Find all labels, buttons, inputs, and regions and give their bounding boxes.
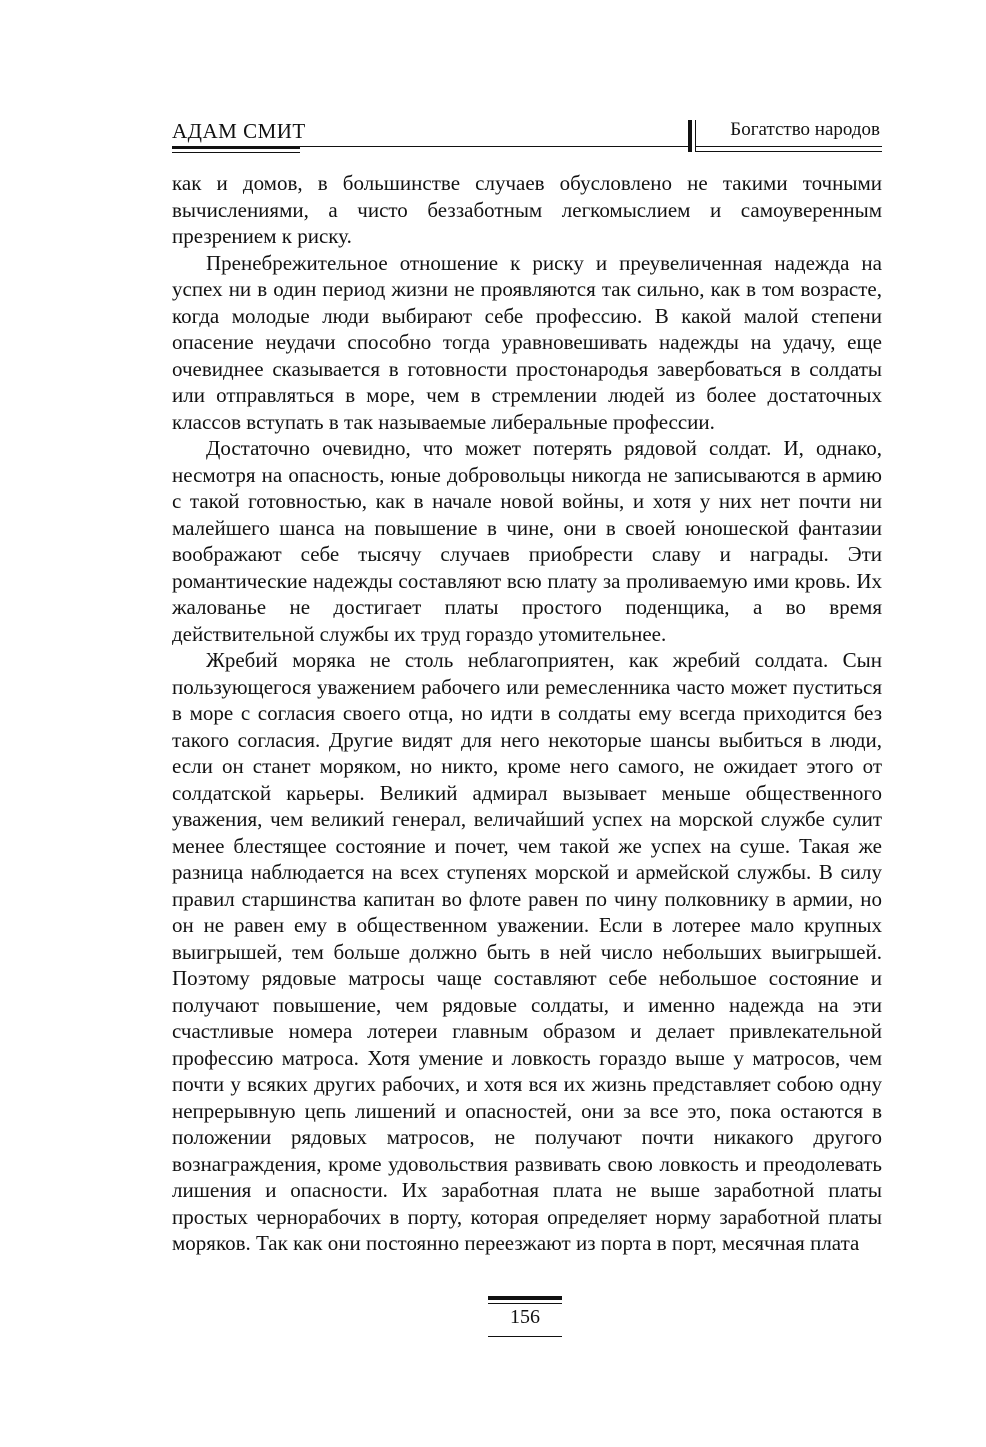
header-book-title: Богатство народов [730, 119, 880, 140]
header-divider-bar-thin [695, 120, 696, 152]
header-title-rule-lower [696, 151, 882, 152]
header-title-rule [696, 146, 882, 147]
header-rule-thin [172, 152, 300, 153]
footer-rule-bottom [488, 1336, 562, 1337]
page-number: 156 [510, 1306, 540, 1328]
paragraph: Жребий моряка не столь неблагоприятен, как жребий солдата. Сын пользующегося уважением рабочего или ремесленника часто может пуститься в море с согласия своего отца, но идти в солдаты ему всегда приходится без такого согласия. Другие видят для него некоторые шансы выбиться в люди, если он станет моряком, но никто, кроме него самого, не ожидает этого от солдатской карьеры. Великий адмирал вызывает меньше общественного уважения, чем великий генерал, величайший успех на морской службе сулит менее блестящее состояние и почет, чем такой же успех на суше. Такая же разница наблюдается на всех ступенях морской и армейской службы. В силу правил старшинства капитан во флоте равен по чину полковнику в армии, но он не равен ему в общественном уважении. Если в лотерее мало крупных выигрышей, тем больше должно быть в ней число небольших выигрышей. Поэтому рядовые матросы чаще составляют себе небольшое состояние и получают повышение, чем рядовые солдаты, и именно надежда на эти счастливые номера лотереи главным образом и делает привлекательной профессию матроса. Хотя умение и ловкость гораздо выше у матросов, чем почти у всяких других рабочих, и хотя вся их жизнь представляет собою одну непрерывную цепь лишений и опасностей, они за все это, пока остаются в положении рядовых матросов, не получают почти никакого другого вознаграждения, кроме удовольствия развивать свою ловкость и преодолевать лишения и опасности. Их заработная плата не выше заработной платы простых чернорабочих в порту, которая определяет норму заработной платы моряков. Так как они постоянно переезжают из порта в порт, месячная плата [172, 648, 882, 1255]
paragraph-continued: как и домов, в большинстве случаев обусловлено не такими точными вычислениями, а чисто беззаботным легкомыслием и самоуверенным презрением к риску. [172, 171, 882, 248]
page-body-text [172, 170, 882, 1257]
running-header [172, 112, 882, 162]
header-rule-long [300, 146, 692, 147]
header-rule-thick [172, 146, 300, 149]
page-footer [488, 1296, 562, 1340]
footer-rule-thick [488, 1296, 562, 1300]
header-author: АДАМ СМИТ [172, 119, 306, 143]
paragraph: Достаточно очевидно, что может потерять рядовой солдат. И, однако, несмотря на опасность, юные добровольцы никогда не записываются в армию с такой готовностью, как в начале новой войны, и хотя у них нет почти ни малейшего шанса на повышение в чине, они в своей юношеской фантазии воображают себе тысячу случаев приобрести славу и награды. Эти романтические надежды составляют всю плату за проливаемую ими кровь. Их жалованье не достигает платы простого поденщика, а во время действительной службы их труд гораздо утомительнее. [172, 436, 882, 646]
footer-rule-thin [488, 1303, 562, 1304]
paragraph: Пренебрежительное отношение к риску и преувеличенная надежда на успех ни в один период жизни не проявляются так сильно, как в том возрасте, когда молодые люди выбирают себе профессию. В какой малой степени опасение неудачи способно тогда уравновешивать надежды на удачу, еще очевиднее сказывается в готовности простонародья завербоваться в солдаты или отправляться в море, чем в стремлении людей из более достаточных классов вступать в так называемые либеральные профессии. [172, 250, 882, 434]
header-divider-bar [688, 120, 692, 152]
